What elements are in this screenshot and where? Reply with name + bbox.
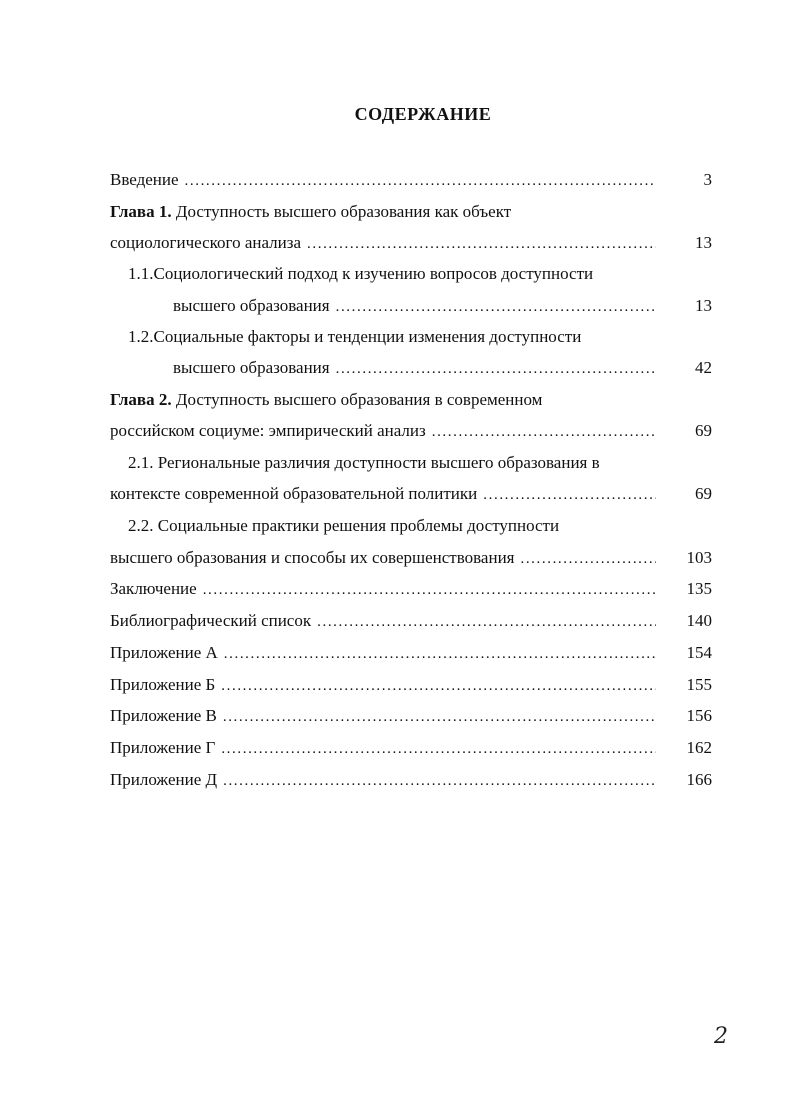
leader-dots: [224, 642, 656, 666]
leader-dots: [483, 483, 656, 507]
leader-dots: [432, 420, 656, 444]
toc-page-number: 3: [703, 170, 712, 189]
toc-entry-conclusion: [110, 577, 712, 601]
leader-dots: [336, 295, 656, 319]
toc-page-number: 156: [686, 706, 712, 725]
toc-entry-appendix-v: [110, 704, 712, 728]
handwritten-page-number: 2: [714, 1024, 728, 1049]
toc-entry-section-1-2-cont: [173, 356, 712, 380]
toc-page-number: 140: [686, 611, 712, 630]
toc-entry-text: 2.1. Региональные различия доступности высшего образования в: [128, 453, 600, 472]
toc-entry-chapter-2: [110, 388, 712, 412]
leader-dots: [221, 674, 656, 698]
toc-entry-chapter-1-cont: [110, 231, 712, 255]
leader-dots: [221, 737, 656, 761]
toc-page-number: 13: [695, 296, 712, 315]
toc-entry-bibliography: [110, 609, 712, 633]
toc-entry-text: [110, 200, 511, 224]
chapter-title: Доступность высшего образования в современном: [171, 390, 543, 409]
toc-entry-text: высшего образования: [173, 358, 330, 377]
toc-page-number: 103: [686, 548, 712, 567]
toc-entry-appendix-b: [110, 673, 712, 697]
toc-entry-text: Приложение В: [110, 706, 217, 725]
toc-entry-text: Приложение Д: [110, 770, 218, 789]
toc-entry-section-2-2-cont: [110, 546, 712, 570]
toc-page-number: 154: [686, 643, 712, 662]
toc-entry-section-1-1: [128, 262, 712, 286]
toc-page-number: 69: [695, 421, 712, 440]
toc-entry-section-2-1: [128, 451, 712, 475]
chapter-label: Глава 2.: [110, 390, 172, 409]
leader-dots: [336, 357, 656, 381]
toc-entry-chapter-1: [110, 200, 712, 224]
leader-dots: [520, 547, 656, 571]
toc-entry-introduction: [110, 168, 712, 192]
leader-dots: [307, 232, 656, 256]
toc-entry-text: российском социуме: эмпирический анализ: [110, 421, 426, 440]
toc-entry-text: Приложение Б: [110, 675, 216, 694]
toc-page-number: 13: [695, 233, 712, 252]
chapter-label: Глава 1.: [110, 202, 172, 221]
toc-entry-text: социологического анализа: [110, 233, 302, 252]
leader-dots: [203, 578, 656, 602]
toc-page-number: 69: [695, 484, 712, 503]
toc-page-number: 166: [686, 770, 712, 789]
toc-entry-appendix-g: [110, 736, 712, 760]
toc-entry-text: Библиографический список: [110, 611, 312, 630]
toc-page-number: 162: [686, 738, 712, 757]
toc-page-number: 155: [686, 675, 712, 694]
toc-entry-section-2-2: [128, 514, 712, 538]
toc-entry-section-1-1-cont: [173, 294, 712, 318]
toc-page-number: 135: [686, 579, 712, 598]
toc-entry-chapter-2-cont: [110, 419, 712, 443]
leader-dots: [185, 169, 656, 193]
toc-entry-section-1-2: [128, 325, 712, 349]
toc-entry-appendix-d: [110, 768, 712, 792]
toc-entry-text: 2.2. Социальные практики решения проблемы доступности: [128, 516, 560, 535]
toc-entry-text: Приложение А: [110, 643, 218, 662]
toc-entry-text: Заключение: [110, 579, 197, 598]
toc-entry-text: 1.2.Социальные факторы и тенденции изменения доступности: [128, 327, 582, 346]
toc-entry-text: [110, 388, 542, 412]
toc-entry-text: Приложение Г: [110, 738, 216, 757]
toc-entry-text: высшего образования и способы их совершенствования: [110, 548, 515, 567]
toc-entry-appendix-a: [110, 641, 712, 665]
toc-entry-text: Введение: [110, 170, 179, 189]
toc-page-number: 42: [695, 358, 712, 377]
page-title: СОДЕРЖАНИЕ: [354, 104, 492, 124]
chapter-title: Доступность высшего образования как объект: [171, 202, 512, 221]
leader-dots: [317, 610, 656, 634]
toc-entry-text: 1.1.Социологический подход к изучению вопросов доступности: [128, 264, 594, 283]
leader-dots: [223, 705, 656, 729]
toc-entry-text: высшего образования: [173, 296, 330, 315]
toc-entry-section-2-1-cont: [110, 482, 712, 506]
toc-entry-text: контексте современной образовательной политики: [110, 484, 478, 503]
leader-dots: [223, 769, 656, 793]
